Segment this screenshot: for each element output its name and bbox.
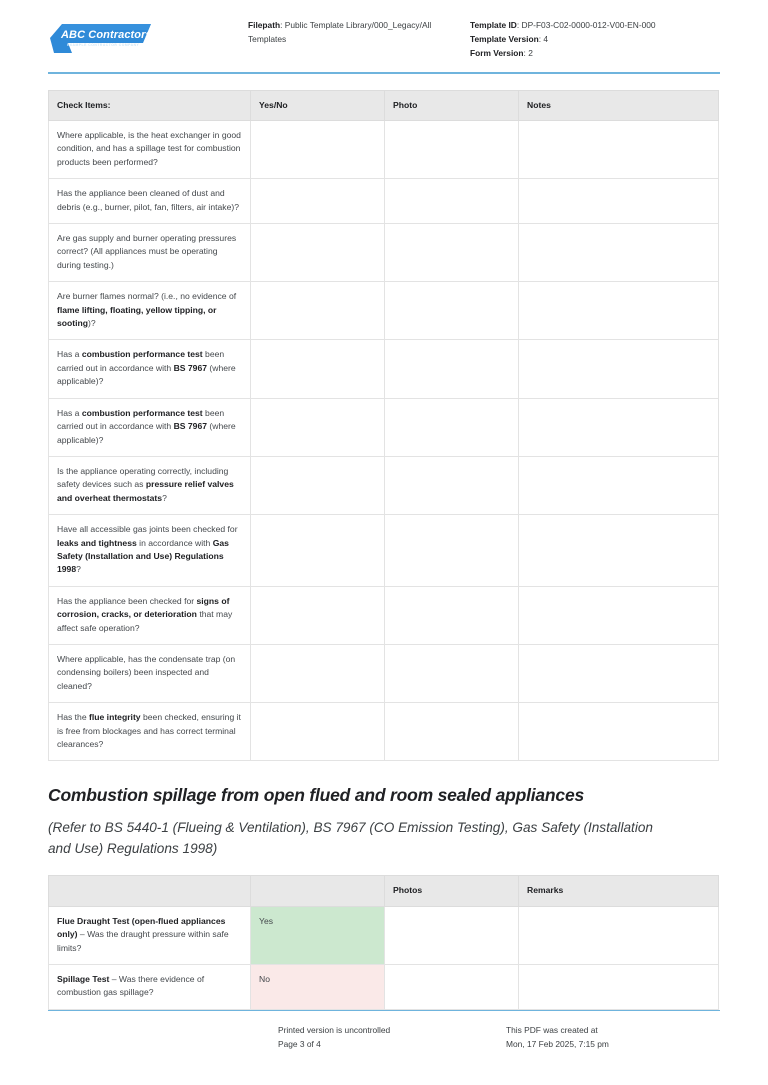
- check-item-text: [49, 282, 251, 340]
- plain-text: Are burner flames normal? (i.e., no evidence of: [57, 291, 237, 302]
- yes-no-cell[interactable]: [251, 121, 385, 179]
- filepath-meta: Filepath: Public Template Library/000_Legacy/All Templates: [248, 20, 432, 44]
- table-row: [49, 586, 719, 644]
- table-row: [49, 456, 719, 514]
- photo-cell[interactable]: [385, 703, 519, 761]
- notes-cell[interactable]: [519, 282, 719, 340]
- photo-cell[interactable]: [385, 456, 519, 514]
- notes-cell[interactable]: [519, 703, 719, 761]
- plain-text: been checked, ensuring it is free from blockages and has correct terminal clearances?: [57, 712, 241, 749]
- photos-cell[interactable]: [385, 965, 519, 1010]
- check-item-text: [49, 906, 251, 964]
- emphasis-text: pressure relief valves and overheat thermostats: [57, 479, 234, 503]
- answer-cell[interactable]: No: [251, 965, 385, 1010]
- answer-cell[interactable]: Yes: [251, 906, 385, 964]
- plain-text: been carried out in accordance with: [57, 407, 225, 432]
- filepath-label: Filepath: [248, 20, 281, 30]
- pdf-created-label: This PDF was created at: [506, 1025, 598, 1035]
- column-header-answer: [251, 876, 385, 906]
- column-header-test: [49, 876, 251, 906]
- plain-text: Where applicable, has the condensate trap (on condensing boilers) been inspected and cleaned?: [57, 653, 236, 691]
- spillage-table-body: [49, 906, 719, 1009]
- footer-pdf-info: [506, 1023, 609, 1051]
- form-version-line: Form Version: 2: [470, 48, 533, 58]
- check-item-text: [49, 179, 251, 224]
- emphasis-text: combustion performance test: [81, 407, 203, 418]
- plain-text: ?: [162, 492, 167, 503]
- check-item-text: [49, 703, 251, 761]
- emphasis-text: signs of corrosion, cracks, or deterioration: [57, 595, 230, 620]
- logo-badge: [48, 22, 153, 56]
- logo-name: ABC Contractors: [61, 29, 152, 41]
- table-row: [49, 965, 719, 1010]
- column-header-yes-no: Yes/No: [251, 90, 385, 120]
- table-row: [49, 398, 719, 456]
- column-header-check-items: Check Items:: [49, 90, 251, 120]
- plain-text: )?: [88, 318, 96, 329]
- plain-text: Has a: [57, 407, 82, 418]
- notes-cell[interactable]: [519, 456, 719, 514]
- emphasis-text: flame lifting, floating, yellow tipping, or sooting: [57, 304, 217, 329]
- yes-no-cell[interactable]: [251, 224, 385, 282]
- plain-text: Is the appliance operating correctly, including safety devices such as: [57, 465, 229, 490]
- spillage-table-head: [49, 876, 719, 906]
- plain-text: Have all accessible gas joints been checked for: [57, 524, 238, 535]
- filepath-value: Public Template Library/000_Legacy/All Templates: [248, 20, 432, 44]
- plain-text: Where applicable, is the heat exchanger in good condition, and has a spillage test for combustion products been performed?: [57, 130, 241, 167]
- emphasis-text: BS 7967: [173, 421, 208, 432]
- table-row: [49, 340, 719, 398]
- section-heading: Combustion spillage from open flued and room sealed appliances: [48, 785, 585, 806]
- yes-no-cell[interactable]: [251, 398, 385, 456]
- check-item-text: [49, 340, 251, 398]
- plain-text: ?: [76, 564, 81, 575]
- template-version-label: Template Version: [470, 34, 539, 44]
- photo-cell[interactable]: [385, 398, 519, 456]
- notes-cell[interactable]: [519, 121, 719, 179]
- column-header-photo: Photo: [385, 90, 519, 120]
- photo-cell[interactable]: [385, 121, 519, 179]
- table-row: [49, 179, 719, 224]
- table-row: [49, 644, 719, 702]
- header-divider: [48, 72, 720, 74]
- plain-text: that may affect safe operation?: [57, 609, 233, 633]
- plain-text: been carried out in accordance with: [57, 349, 225, 373]
- table-row: [49, 906, 719, 964]
- logo-tagline: EXAMPLE CONTRACTOR COMPANY: [67, 43, 140, 48]
- emphasis-text: combustion performance test: [81, 349, 203, 360]
- photo-cell[interactable]: [385, 179, 519, 224]
- emphasis-text: Spillage Test: [57, 974, 110, 985]
- table-row: [49, 121, 719, 179]
- notes-cell[interactable]: [519, 179, 719, 224]
- check-item-text: [49, 644, 251, 702]
- checklist-table: [48, 90, 719, 762]
- template-version-value: 4: [543, 34, 549, 44]
- table-row: [49, 224, 719, 282]
- yes-no-cell[interactable]: [251, 644, 385, 702]
- photo-cell[interactable]: [385, 644, 519, 702]
- notes-cell[interactable]: [519, 398, 719, 456]
- company-logo: [48, 18, 248, 56]
- page-number: Page 3 of 4: [278, 1039, 321, 1049]
- yes-no-cell[interactable]: [251, 515, 385, 587]
- emphasis-text: BS 7967: [173, 362, 208, 373]
- document-footer: [48, 1010, 720, 1051]
- emphasis-text: Flue Draught Test (open-flued appliances only): [57, 915, 226, 940]
- notes-cell[interactable]: [519, 586, 719, 644]
- plain-text: (where applicable)?: [57, 421, 236, 445]
- notes-cell[interactable]: [519, 644, 719, 702]
- check-item-text: [49, 398, 251, 456]
- check-item-text: [49, 121, 251, 179]
- pdf-created-timestamp: Mon, 17 Feb 2025, 7:15 pm: [506, 1039, 609, 1049]
- yes-no-cell[interactable]: [251, 340, 385, 398]
- notes-cell[interactable]: [519, 340, 719, 398]
- check-item-text: [49, 224, 251, 282]
- photo-cell[interactable]: [385, 224, 519, 282]
- template-id-value: DP-F03-C02-0000-012-V00-EN-000: [521, 20, 656, 30]
- check-item-text: [49, 965, 251, 1010]
- emphasis-text: flue integrity: [89, 712, 141, 723]
- column-header-notes: Notes: [519, 90, 719, 120]
- section-subheading: (Refer to BS 5440-1 (Flueing & Ventilation), BS 7967 (CO Emission Testing), Gas Safety (Installation and Use) Regulations 1998): [48, 820, 653, 857]
- yes-no-cell[interactable]: [251, 282, 385, 340]
- column-header-remarks: Remarks: [519, 876, 719, 906]
- photo-cell[interactable]: [385, 515, 519, 587]
- yes-no-cell[interactable]: [251, 456, 385, 514]
- check-item-text: [49, 586, 251, 644]
- photo-cell[interactable]: [385, 586, 519, 644]
- plain-text: (where applicable)?: [57, 362, 236, 387]
- template-meta: [470, 18, 690, 60]
- photo-cell[interactable]: [385, 340, 519, 398]
- yes-no-cell[interactable]: [251, 586, 385, 644]
- table-row: [49, 703, 719, 761]
- check-item-text: [49, 515, 251, 587]
- plain-text: Has the appliance been cleaned of dust and debris (e.g., burner, pilot, fan, filters, air intake)?: [57, 188, 239, 212]
- document-header: [48, 0, 720, 58]
- notes-cell[interactable]: [519, 224, 719, 282]
- plain-text: in accordance with: [136, 537, 213, 548]
- table-header-row: [49, 876, 719, 906]
- notes-cell[interactable]: [519, 515, 719, 587]
- checklist-table-head: [49, 90, 719, 120]
- spillage-table: [48, 875, 719, 1009]
- plain-text: Has the appliance been checked for: [57, 595, 197, 606]
- plain-text: – Was there evidence of combustion gas spillage?: [57, 974, 205, 998]
- photo-cell[interactable]: [385, 282, 519, 340]
- yes-no-cell[interactable]: [251, 179, 385, 224]
- printed-version-notice: Printed version is uncontrolled: [278, 1025, 391, 1035]
- check-item-text: [49, 456, 251, 514]
- template-id-label: Template ID: [470, 20, 517, 30]
- remarks-cell[interactable]: [519, 906, 719, 964]
- table-row: [49, 282, 719, 340]
- plain-text: Has the: [57, 712, 90, 723]
- checklist-table-body: [49, 121, 719, 761]
- table-header-row: [49, 90, 719, 120]
- emphasis-text: leaks and tightness: [57, 537, 137, 548]
- template-version-line: Template Version: 4: [470, 34, 549, 44]
- table-row: [49, 515, 719, 587]
- form-version-value: 2: [528, 48, 533, 58]
- footer-divider: [48, 1010, 720, 1011]
- plain-text: Are gas supply and burner operating pressures correct? (All appliances must be operating during testing.): [57, 233, 237, 270]
- yes-no-cell[interactable]: [251, 703, 385, 761]
- column-header-photos: Photos: [385, 876, 519, 906]
- emphasis-text: Gas Safety (Installation and Use) Regulations 1998: [57, 537, 229, 575]
- photos-cell[interactable]: [385, 906, 519, 964]
- plain-text: Has a: [57, 349, 82, 360]
- remarks-cell[interactable]: [519, 965, 719, 1010]
- footer-print-notice: [278, 1023, 478, 1051]
- plain-text: – Was the draught pressure within safe limits?: [57, 929, 229, 953]
- template-id-line: Template ID: DP-F03-C02-0000-012-V00-EN-000: [470, 20, 656, 30]
- form-version-label: Form Version: [470, 48, 524, 58]
